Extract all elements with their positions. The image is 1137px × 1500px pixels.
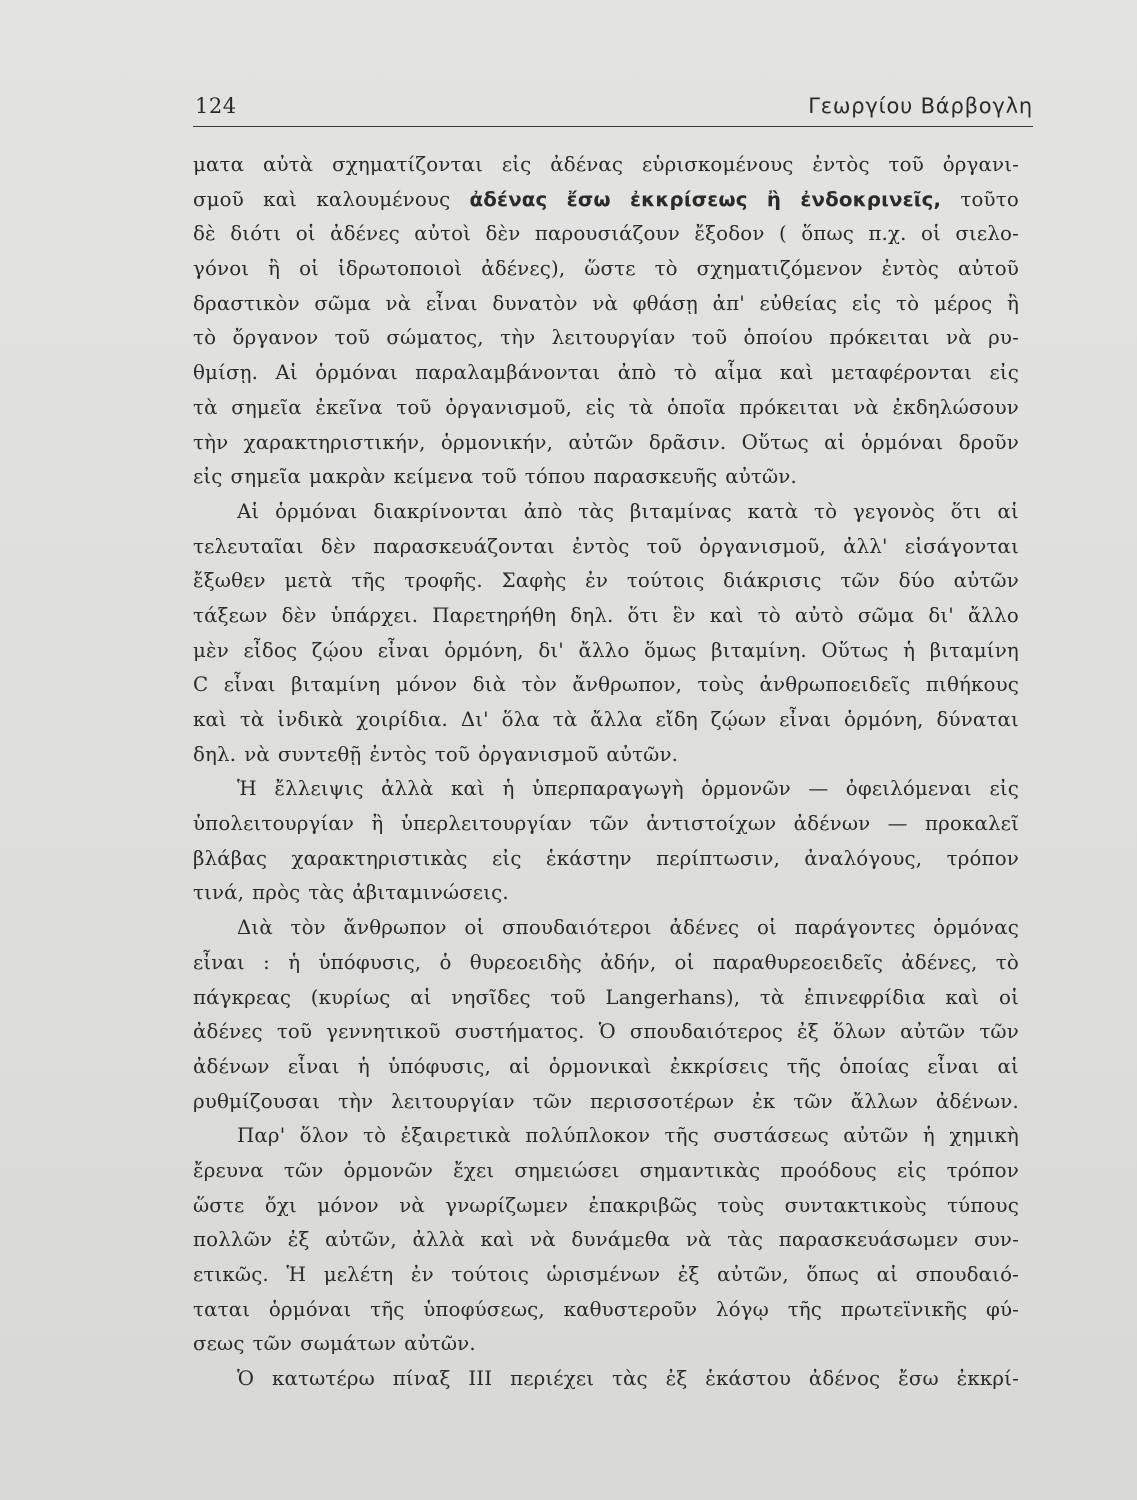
text-line: ρυθμίζουσαι τὴν λειτουργίαν τῶν περισσοτέρων ἐκ τῶν ἄλλων ἀδένων. <box>193 1089 1019 1113</box>
text-line: εἶναι : ἡ ὑπόφυσις, ὁ θυρεοειδὴς ἀδήν, οἱ παραθυρεοειδεῖς ἀδένες, τὸ <box>193 950 1019 974</box>
text-line: τινά, πρὸς τὰς ἀβιταμινώσεις. <box>193 881 509 905</box>
text-line: ἀδένες τοῦ γεννητικοῦ συστήματος. Ὁ σπουδαιότερος ἐξ ὅλων αὐτῶν τῶν <box>193 1020 1019 1044</box>
text-line: δὲ διότι οἱ ἀδένες αὐτοὶ δὲν παρουσιάζουν ἔξοδον ( ὅπως π.χ. οἱ σιελο- <box>193 222 1019 246</box>
text-line: τὴν χαρακτηριστικήν, ὁρμονικήν, αὐτῶν δρᾶσιν. Οὕτως αἱ ὁρμόναι δροῦν <box>193 430 1019 454</box>
text-line: ὑπολειτουργίαν ἢ ὑπερλειτουργίαν τῶν ἀντιστοίχων ἀδένων — προκαλεῖ <box>193 812 1019 836</box>
text-line: ἔρευνα τῶν ὁρμονῶν ἔχει σημειώσει σημαντικὰς προόδους εἰς τρόπον <box>193 1158 1019 1182</box>
text-line: δραστικὸν σῶμα νὰ εἶναι δυνατὸν νὰ φθάσῃ ἀπ' εὐθείας εἰς τὸ μέρος ἢ <box>193 291 1019 315</box>
text-line: Ὁ κατωτέρω πίναξ III περιέχει τὰς ἐξ ἑκάστου ἀδένος ἔσω ἐκκρί- <box>237 1367 1019 1391</box>
text-line: πολλῶν ἐξ αὐτῶν, ἀλλὰ καὶ νὰ δυνάμεθα νὰ τὰς παρασκευάσωμεν συν- <box>193 1228 1019 1252</box>
text-line: τὸ ὄργανον τοῦ σώματος, τὴν λειτουργίαν τοῦ ὁποίου πρόκειται νὰ ρυ- <box>193 326 1019 350</box>
running-head: Γεωργίου Βάρβογλη <box>808 94 1033 118</box>
text-line: δηλ. νὰ συντεθῇ ἐντὸς τοῦ ὀργανισμοῦ αὐτῶν. <box>193 742 679 766</box>
page-header <box>193 92 1033 127</box>
text-line: μὲν εἶδος ζῴου εἶναι ὁρμόνη, δι' ἄλλο ὅμως βιταμίνη. Οὕτως ἡ βιταμίνη <box>193 638 1019 662</box>
text-line: σεως τῶν σωμάτων αὐτῶν. <box>193 1332 476 1356</box>
text-line: Ἡ ἔλλειψις ἀλλὰ καὶ ἡ ὑπερπαραγωγὴ ὁρμονῶν — ὀφειλόμεναι εἰς <box>237 777 1019 801</box>
text-line: βλάβας χαρακτηριστικὰς εἰς ἑκάστην περίπτωσιν, ἀναλόγους, τρόπον <box>193 846 1019 870</box>
text-line: θμίσῃ. Αἱ ὁρμόναι παραλαμβάνονται ἀπὸ τὸ αἷμα καὶ μεταφέρονται εἰς <box>193 361 1019 385</box>
text-line: γόνοι ἢ οἱ ἱδρωτοποιοὶ ἀδένες), ὥστε τὸ σχηματιζόμενον ἐντὸς αὐτοῦ <box>193 257 1019 281</box>
page-number: 124 <box>195 94 237 118</box>
text-line: ἔξωθεν μετὰ τῆς τροφῆς. Σαφὴς ἐν τούτοις διάκρισις τῶν δύο αὐτῶν <box>193 569 1019 593</box>
text-line: ἀδένων εἶναι ἡ ὑπόφυσις, αἱ ὁρμονικαὶ ἐκκρίσεις τῆς ὁποίας εἶναι αἱ <box>193 1054 1019 1078</box>
text-line: Διὰ τὸν ἄνθρωπον οἱ σπουδαιότεροι ἀδένες οἱ παράγοντες ὁρμόνας <box>237 916 1019 940</box>
text-line: τὰ σημεῖα ἐκεῖνα τοῦ ὀργανισμοῦ, εἰς τὰ ὁποῖα πρόκειται νὰ ἐκδηλώσουν <box>193 395 1019 419</box>
text-line: τελευταῖαι δὲν παρασκευάζονται ἐντὸς τοῦ ὀργανισμοῦ, ἀλλ' εἰσάγονται <box>193 534 1019 558</box>
text-line: ὥστε ὄχι μόνον νὰ γνωρίζωμεν ἐπακριβῶς τοὺς συντακτικοὺς τύπους <box>193 1193 1019 1217</box>
text-line: σμοῦ καὶ καλουμένους ἀδένας ἔσω ἐκκρίσεως ἢ ἐνδοκρινεῖς, τοῦτο <box>193 187 1019 211</box>
text-line: πάγκρεας (κυρίως αἱ νησῖδες τοῦ Langerhans), τὰ ἐπινεφρίδια καὶ οἱ <box>193 985 1019 1009</box>
text-line: εἰς σημεῖα μακρὰν κείμενα τοῦ τόπου παρασκευῆς αὐτῶν. <box>193 465 797 489</box>
text-line: Αἱ ὁρμόναι διακρίνονται ἀπὸ τὰς βιταμίνας κατὰ τὸ γεγονὸς ὅτι αἱ <box>237 499 1019 523</box>
text-line: ετικῶς. Ἡ μελέτη ἐν τούτοις ὡρισμένων ἐξ αὐτῶν, ὅπως αἱ σπουδαιό- <box>193 1263 1019 1286</box>
text-line: Παρ' ὅλον τὸ ἐξαιρετικὰ πολύπλοκον τῆς συστάσεως αὐτῶν ἡ χημικὴ <box>237 1124 1019 1148</box>
text-line: ταται ὁρμόναι τῆς ὑποφύσεως, καθυστεροῦν λόγῳ τῆς πρωτεϊνικῆς φύ- <box>193 1297 1019 1321</box>
text-line: C εἶναι βιταμίνη μόνον διὰ τὸν ἄνθρωπον, τοὺς ἀνθρωποειδεῖς πιθήκους <box>193 673 1019 697</box>
text-line: τάξεων δὲν ὑπάρχει. Παρετηρήθη δηλ. ὅτι ἓν καὶ τὸ αὐτὸ σῶμα δι' ἄλλο <box>193 603 1019 627</box>
text-line: ματα αὐτὰ σχηματίζονται εἰς ἀδένας εὑρισκομένους ἐντὸς τοῦ ὀργανι- <box>193 153 1019 176</box>
text-line: καὶ τὰ ἰνδικὰ χοιρίδια. Δι' ὅλα τὰ ἄλλα εἴδη ζῴων εἶναι ὁρμόνη, δύναται <box>193 708 1019 731</box>
body-text <box>193 148 1019 1397</box>
